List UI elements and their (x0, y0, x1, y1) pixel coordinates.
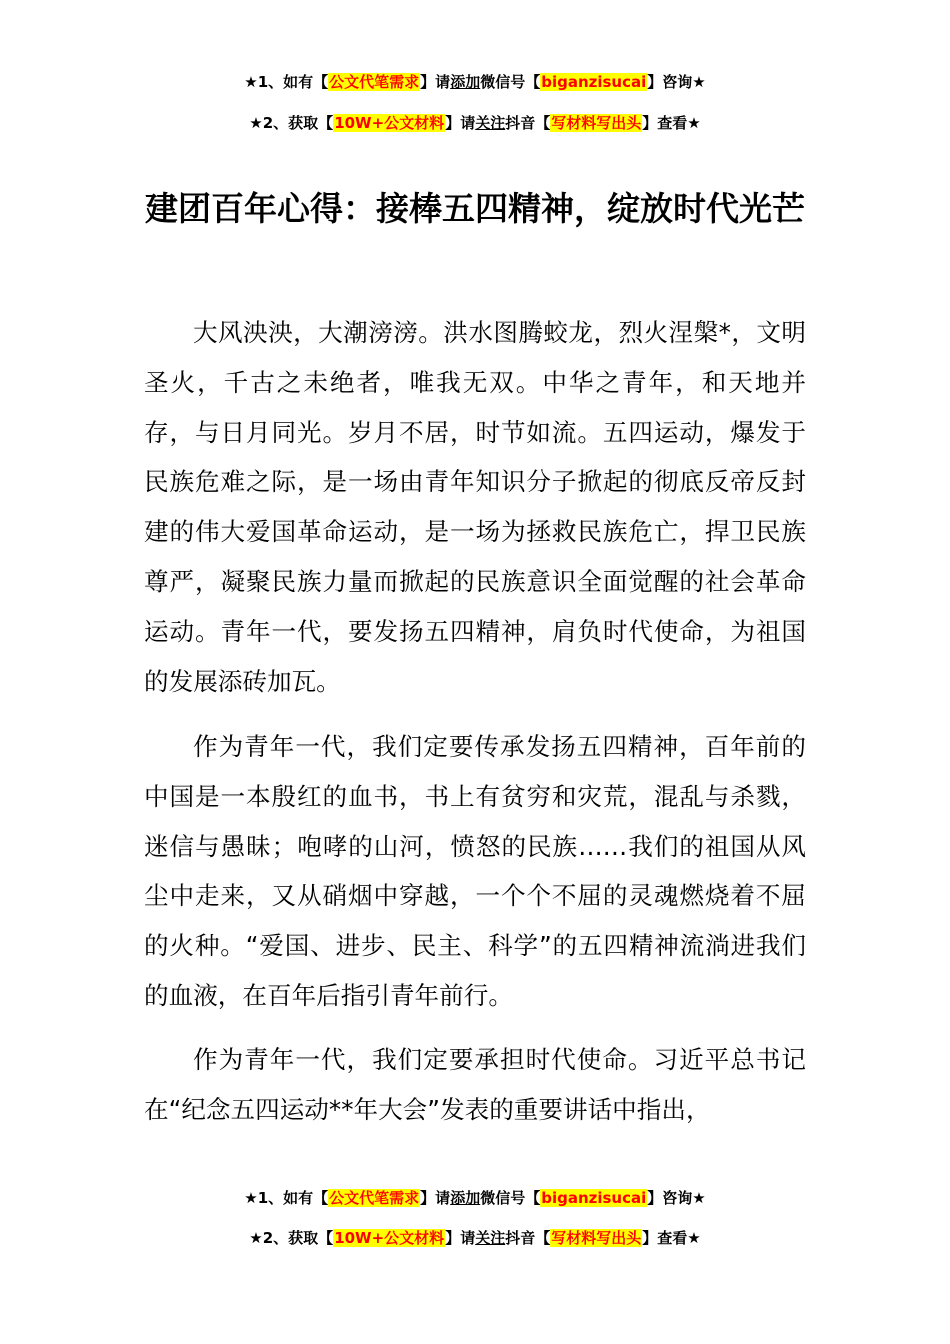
banner-text: 微信号【 (480, 73, 541, 91)
highlight-wechat-id: biganzisucai (541, 1189, 647, 1207)
banner-text: 】请 (445, 1229, 476, 1247)
banner-text: ★2、获取【 (249, 114, 334, 132)
paragraph-1: 大风泱泱，大潮滂滂。洪水图腾蛟龙，烈火涅槃*，文明圣火，千古之未绝者，唯我无双。中华之青年，和天地并存，与日月同光。岁月不居，时节如流。五四运动，爆发于民族危难之际，是一场由青年知识分子掀起的彻底反帝反封建的伟大爱国革命运动，是一场为拯救民族危亡，捍卫民族尊严，凝聚民族力量而掀起的民族意识全面觉醒的社会革命运动。青年一代，要发扬五四精神，肩负时代使命，为祖国的发展添砖加瓦。 (144, 318, 806, 696)
highlight-materials: 10W+公文材料 (334, 114, 445, 132)
banner-text: 】咨询★ (647, 73, 706, 91)
promo-banner-bottom-line-2 (0, 1227, 950, 1249)
highlight-materials: 10W+公文材料 (334, 1229, 445, 1247)
highlight-wechat-id: biganzisucai (541, 73, 647, 91)
promo-banner-top-line-1 (0, 71, 950, 93)
paragraph-2: 作为青年一代，我们定要传承发扬五四精神，百年前的中国是一本殷红的血书，书上有贫穷和灾荒，混乱与杀戮，迷信与愚昧；咆哮的山河，愤怒的民族……我们的祖国从风尘中走来，又从硝烟中穿越，一个个不屈的灵魂燃烧着不屈的火种。“爱国、进步、民主、科学”的五四精神流淌进我们的血液，在百年后指引青年前行。 (144, 732, 806, 1010)
banner-text: 抖音【 (505, 1229, 551, 1247)
underlined-action: 关注 (475, 114, 506, 132)
banner-text: 】查看★ (642, 114, 701, 132)
banner-text: ★1、如有【 (244, 73, 329, 91)
banner-text: 】请 (420, 73, 451, 91)
highlight-douyin-account: 写材料写出头 (551, 1229, 642, 1247)
promo-banner-bottom-line-1 (0, 1187, 950, 1209)
highlight-service: 公文代笔需求 (329, 1189, 420, 1207)
banner-text: 抖音【 (505, 114, 551, 132)
banner-text: 微信号【 (480, 1189, 541, 1207)
highlight-service: 公文代笔需求 (329, 73, 420, 91)
highlight-douyin-account: 写材料写出头 (551, 114, 642, 132)
banner-text: 】请 (420, 1189, 451, 1207)
banner-text: ★1、如有【 (244, 1189, 329, 1207)
underlined-action: 关注 (475, 1229, 506, 1247)
promo-banner-top-line-2 (0, 112, 950, 134)
banner-text: ★2、获取【 (249, 1229, 334, 1247)
underlined-action: 添加 (450, 73, 481, 91)
banner-text: 】咨询★ (647, 1189, 706, 1207)
underlined-action: 添加 (450, 1189, 481, 1207)
document-title: 建团百年心得：接棒五四精神，绽放时代光芒 (145, 189, 805, 228)
paragraph-3: 作为青年一代，我们定要承担时代使命。习近平总书记在“纪念五四运动**年大会”发表的重要讲话中指出， (144, 1045, 806, 1124)
banner-text: 】请 (445, 114, 476, 132)
banner-text: 】查看★ (642, 1229, 701, 1247)
